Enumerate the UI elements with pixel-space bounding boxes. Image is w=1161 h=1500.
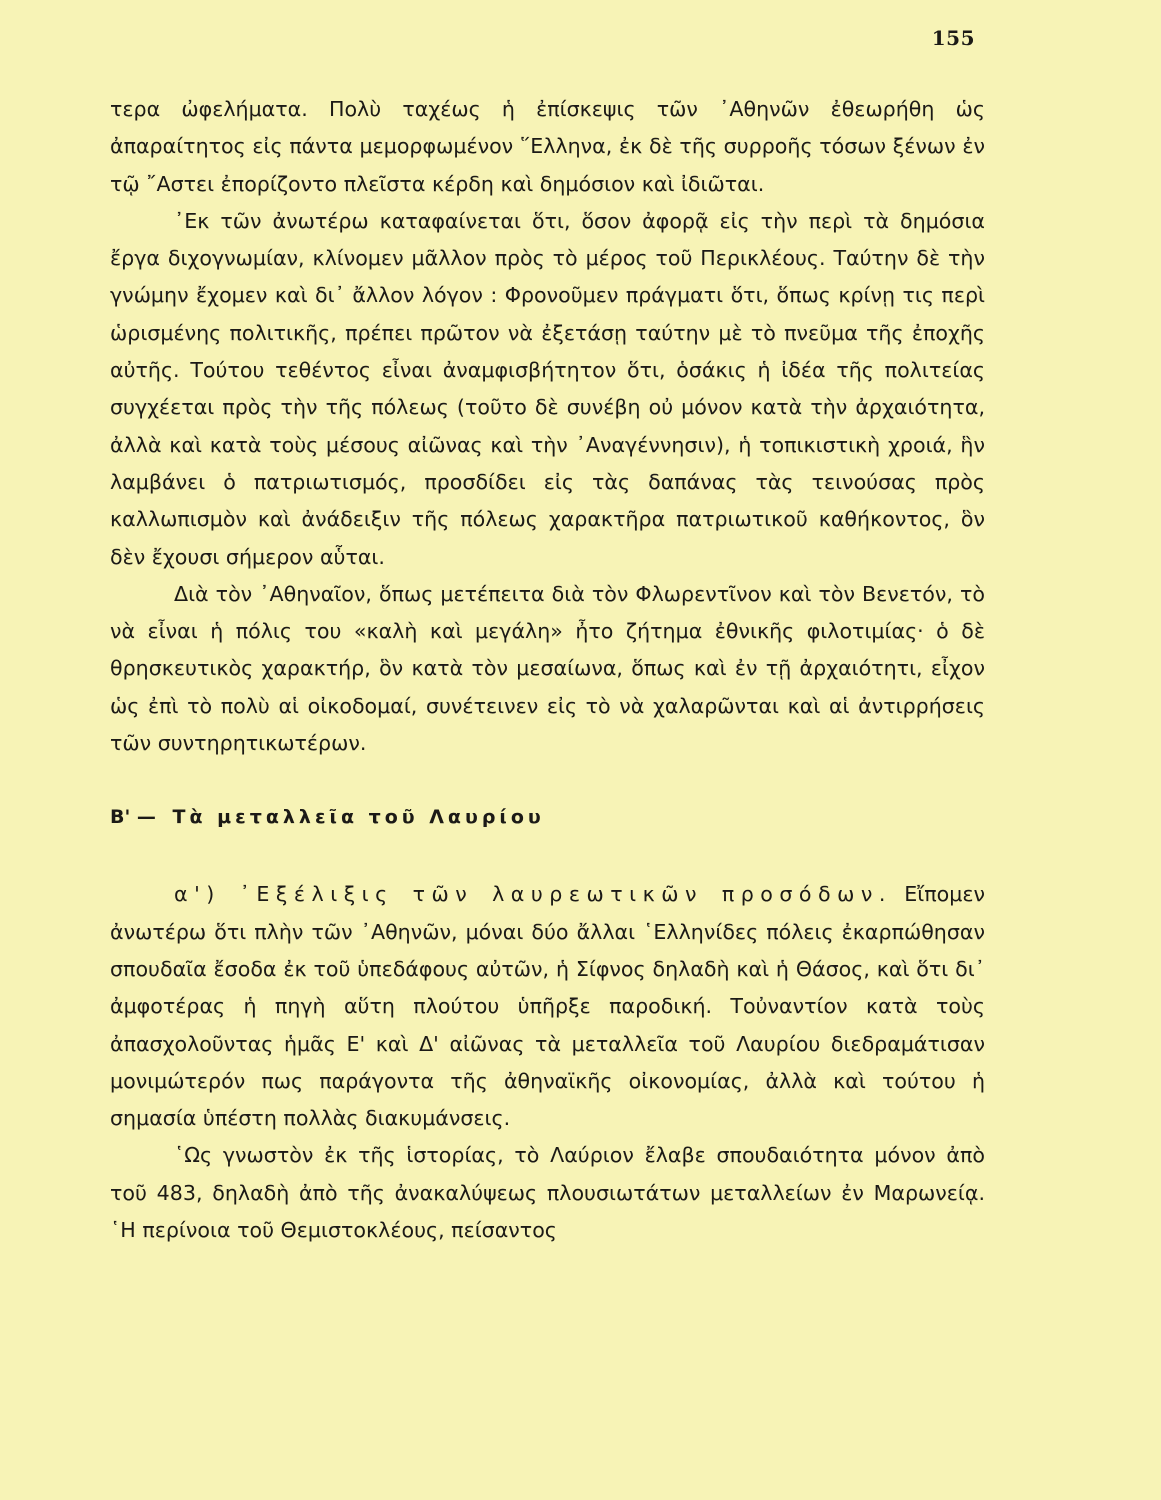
paragraph-3: Διὰ τὸν ᾿Αθηναῖον, ὅπως μετέπειτα διὰ τὸν Φλωρεντῖνον καὶ τὸν Βενετόν, τὸ νὰ εἶναι ἡ πόλις του «καλὴ καὶ μεγάλη» ἦτο ζήτημα ἐθνικῆς φιλοτιμίας· ὁ δὲ θρησκευτικὸς χαρακτήρ, ὃν κατὰ τὸν μεσαίωνα, ὅπως καὶ ἐν τῇ ἀρχαιότητι, εἶχον ὡς ἐπὶ τὸ πολὺ αἱ οἰκοδομαί, συνέτεινεν εἰς τὸ νὰ χαλαρῶνται καὶ αἱ ἀντιρρήσεις τῶν συντηρητικωτέρων. [110, 581, 985, 756]
section-number: Β' — [110, 806, 156, 829]
paragraph-5: ῾Ως γνωστὸν ἐκ τῆς ἱστορίας, τὸ Λαύριον ἔλαβε σπουδαιότητα μόνον ἀπὸ τοῦ 483, δηλαδὴ ἀπὸ τῆς ἀνακαλύψεως πλουσιωτάτων μεταλλείων ἐν Μαρωνείᾳ. ῾Η περίνοια τοῦ Θεμιστοκλέους, πείσαντος [110, 1143, 985, 1243]
subsection-text: Εἴπομεν ἀνωτέρω ὅτι πλὴν τῶν ᾿Αθηνῶν, μόναι δύο ἄλλαι ῾Ελληνίδες πόλεις ἐκαρπώθησαν σπουδαῖα ἔσοδα ἐκ τοῦ ὑπεδάφους αὐτῶν, ἡ Σίφνος δηλαδὴ καὶ ἡ Θάσος, καὶ ὅτι δι᾿ ἀμφοτέρας ἡ πηγὴ αὕτη πλούτου ὑπῆρξε παροδική. Τοὐναντίον κατὰ τοὺς ἀπασχολοῦντας ἡμᾶς Ε' καὶ Δ' αἰῶνας τὰ μεταλλεῖα τοῦ Λαυρίου διεδραμάτισαν μονιμώτερόν πως παράγοντα τῆς ἀθηναϊκῆς οἰκονομίας, ἀλλὰ καὶ τούτου ἡ σημασία ὑπέστη πολλὰς διακυμάνσεις. [110, 882, 986, 1131]
subsection-heading: α') ᾿Εξέλιξις τῶν λαυρεωτικῶν προσόδων. [174, 882, 892, 907]
paragraph-2: ᾿Εκ τῶν ἀνωτέρω καταφαίνεται ὅτι, ὅσον ἀφορᾷ εἰς τὴν περὶ τὰ δημόσια ἔργα διχογνωμίαν, κλίνομεν μᾶλλον πρὸς τὸ μέρος τοῦ Περικλέους. Ταύτην δὲ τὴν γνώμην ἔχομεν καὶ δι᾿ ἄλλον λόγον : Φρονοῦμεν πράγματι ὅτι, ὅπως κρίνῃ τις περὶ ὡρισμένης πολιτικῆς, πρέπει πρῶτον νὰ ἐξετάσῃ ταύτην μὲ τὸ πνεῦμα τῆς ἐποχῆς αὐτῆς. Τούτου τεθέντος εἶναι ἀναμφισβήτητον ὅτι, ὁσάκις ἡ ἰδέα τῆς πολιτείας συγχέεται πρὸς τὴν τῆς πόλεως (τοῦτο δὲ συνέβη οὐ μόνον κατὰ τὴν ἀρχαιότητα, ἀλλὰ καὶ κατὰ τοὺς μέσους αἰῶνας καὶ τὴν ᾿Αναγέννησιν), ἡ τοπικιστικὴ χροιά, ἣν λαμβάνει ὁ πατριωτισμός, προσδίδει εἰς τὰς δαπάνας τὰς τεινούσας πρὸς καλλωπισμὸν καὶ ἀνάδειξιν τῆς πόλεως χαρακτῆρα πατριωτικοῦ καθήκοντος, ὃν δὲν ἔχουσι σήμερον αὗται. [110, 208, 985, 569]
page-number: 155 [931, 26, 975, 50]
paragraph-1: τερα ὠφελήματα. Πολὺ ταχέως ἡ ἐπίσκεψις τῶν ᾿Αθηνῶν ἐθεωρήθη ὡς ἀπαραίτητος εἰς πάντα μεμορφωμένον ῞Ελληνα, ἐκ δὲ τῆς συρροῆς τόσων ξένων ἐν τῷ ῎Αστει ἐπορίζοντο πλεῖστα κέρδη καὶ δημόσιον καὶ ἰδιῶται. [110, 97, 985, 196]
section-title: Τὰ μεταλλεῖα τοῦ Λαυρίου [172, 806, 545, 829]
body-text [110, 91, 985, 1249]
section-heading [110, 799, 985, 836]
subsection-paragraph [110, 876, 985, 1137]
